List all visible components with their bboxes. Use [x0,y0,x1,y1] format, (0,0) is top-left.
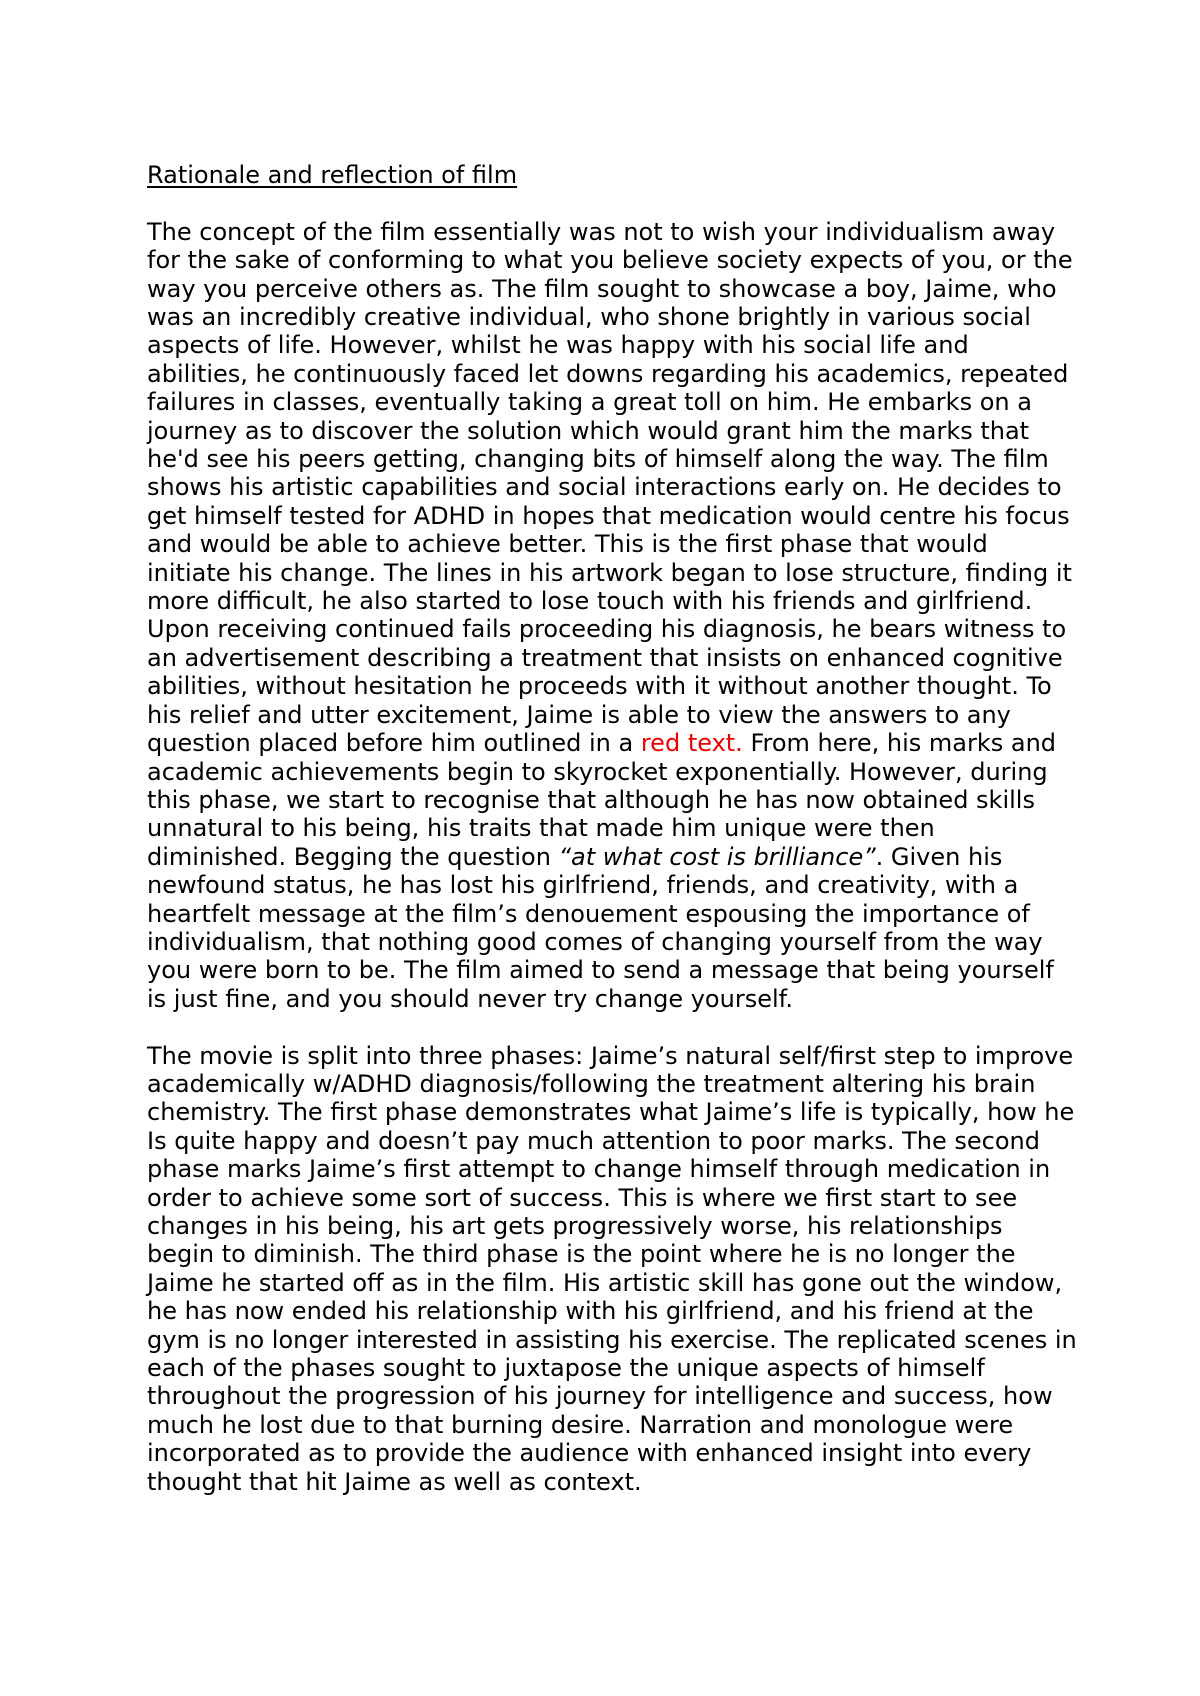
italic-quote: “at what cost is brilliance” [558,842,876,871]
document-title: Rationale and reflection of film [147,161,518,189]
document-body [147,161,1077,1524]
paragraph-concept-text-3: . Given his newfound status, he has lost his girlfriend, friends, and creativity, with a heartfelt message at the film’s denouement espousing the importance of individualism, that nothing good comes of changing yourself from the way you were born to be. The film aimed to send a message that being yourself is just fine, and you should never try change yourself. [147,842,1054,1013]
paragraph-phases: The movie is split into three phases: Jaime’s natural self/first step to improve academically w/ADHD diagnosis/following the treatment altering his brain chemistry. The first phase demonstrates what Jaime’s life is typically, how he Is quite happy and doesn’t pay much attention to poor marks. The second phase marks Jaime’s first attempt to change himself through medication in order to achieve some sort of success. This is where we first start to see changes in his being, his art gets progressively worse, his relationships begin to diminish. The third phase is the point where he is no longer the Jaime he started off as in the film. His artistic skill has gone out the window, he has now ended his relationship with his girlfriend, and his friend at the gym is no longer interested in assisting his exercise. The replicated scenes in each of the phases sought to juxtapose the unique aspects of himself throughout the progression of his journey for intelligence and success, how much he lost due to that burning desire. Narration and monologue were incorporated as to provide the audience with enhanced insight into every thought that hit Jaime as well as context. [147,1041,1077,1496]
paragraph-concept-text-2: From here, his marks and academic achievements begin to skyrocket exponentially. However, during this phase, we start to recognise that although he has now obtained skills unnatural to his being, his traits that made him unique were then diminished. Begging the question [147,729,1057,871]
red-text-highlight: red text. [640,729,743,758]
paragraph-concept-text-1: The concept of the film essentially was not to wish your individualism away for the sake of conforming to what you believe society expects of you, or the way you perceive others as. The film sought to showcase a boy, Jaime, who was an incredibly creative individual, who shone brightly in various social aspects of life. However, whilst he was happy with his social life and abilities, he continuously faced let downs regarding his academics, repeated failures in classes, eventually taking a great toll on him. He embarks on a journey as to discover the solution which would grant him the marks that he'd see his peers getting, changing bits of himself along the way. The film shows his artistic capabilities and social interactions early on. He decides to get himself tested for ADHD in hopes that medication would centre his focus and would be able to achieve better. This is the first phase that would initiate his change. The lines in his artwork began to lose structure, finding it more difficult, he also started to lose touch with his friends and girlfriend. Upon receiving continued fails proceeding his diagnosis, he bears witness to an advertisement describing a treatment that insists on enhanced cognitive abilities, without hesitation he proceeds with it without another thought. To his relief and utter excitement, Jaime is able to view the answers to any question placed before him outlined in a [147,217,1073,758]
paragraph-concept [147,218,1077,1013]
